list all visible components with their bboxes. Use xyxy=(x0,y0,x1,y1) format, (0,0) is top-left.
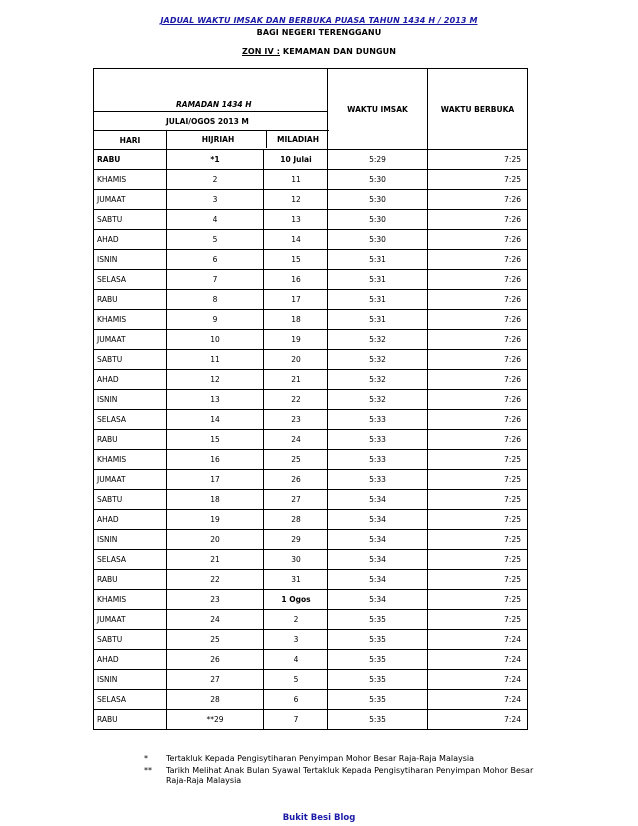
cell-miladiah: 17 xyxy=(291,294,301,304)
cell-imsak: 5:32 xyxy=(328,330,428,350)
cell-hijriah: 27 xyxy=(210,674,220,684)
cell-hijriah-miladiah xyxy=(167,690,328,710)
cell-imsak: 5:30 xyxy=(328,170,428,190)
cell-imsak: 5:35 xyxy=(328,630,428,650)
cell-hijriah: 6 xyxy=(212,254,218,264)
cell-miladiah: 15 xyxy=(291,254,301,264)
cell-miladiah: 11 xyxy=(291,174,301,184)
cell-imsak: 5:31 xyxy=(328,290,428,310)
cell-berbuka: 7:26 xyxy=(428,310,528,330)
cell-hijriah: 20 xyxy=(210,534,220,544)
cell-hijriah: 8 xyxy=(212,294,218,304)
cell-berbuka: 7:26 xyxy=(428,230,528,250)
cell-berbuka: 7:26 xyxy=(428,330,528,350)
table-row xyxy=(94,650,528,670)
cell-hari: KHAMIS xyxy=(94,450,167,470)
cell-hijriah: 16 xyxy=(210,454,220,464)
cell-hijriah-miladiah xyxy=(167,150,328,170)
table-row xyxy=(94,470,528,490)
table-row xyxy=(94,550,528,570)
cell-hijriah: 4 xyxy=(212,214,218,224)
cell-hari: ISNIN xyxy=(94,530,167,550)
cell-berbuka: 7:25 xyxy=(428,570,528,590)
cell-imsak: 5:34 xyxy=(328,530,428,550)
cell-hari: KHAMIS xyxy=(94,310,167,330)
cell-hijriah: 25 xyxy=(210,634,220,644)
cell-hari: ISNIN xyxy=(94,670,167,690)
cell-hijriah: 19 xyxy=(210,514,220,524)
table-row xyxy=(94,710,528,730)
cell-hijriah: **29 xyxy=(206,714,224,724)
cell-hari: SELASA xyxy=(94,270,167,290)
cell-berbuka: 7:25 xyxy=(428,530,528,550)
cell-hari: JUMAAT xyxy=(94,470,167,490)
cell-hari: JUMAAT xyxy=(94,610,167,630)
cell-miladiah: 5 xyxy=(293,674,299,684)
table-row xyxy=(94,590,528,610)
cell-imsak: 5:33 xyxy=(328,410,428,430)
footnote-text: Tarikh Melihat Anak Bulan Syawal Tertakluk Kepada Pengisytiharan Penyimpan Mohor Besar xyxy=(166,766,534,775)
table-row xyxy=(94,150,528,170)
cell-hari: SELASA xyxy=(94,690,167,710)
cell-berbuka: 7:25 xyxy=(428,510,528,530)
cell-miladiah: 24 xyxy=(291,434,301,444)
cell-miladiah: 7 xyxy=(293,714,299,724)
cell-imsak: 5:34 xyxy=(328,550,428,570)
cell-hijriah: 7 xyxy=(212,274,218,284)
cell-hari: AHAD xyxy=(94,650,167,670)
cell-hijriah-miladiah xyxy=(167,350,328,370)
cell-hijriah-miladiah xyxy=(167,330,328,350)
cell-imsak: 5:31 xyxy=(328,250,428,270)
cell-miladiah: 1 Ogos xyxy=(281,594,311,604)
cell-hijriah: 14 xyxy=(210,414,220,424)
cell-imsak: 5:35 xyxy=(328,650,428,670)
table-row xyxy=(94,690,528,710)
cell-hijriah-miladiah xyxy=(167,710,328,730)
cell-miladiah: 28 xyxy=(291,514,301,524)
cell-hijriah-miladiah xyxy=(167,430,328,450)
cell-miladiah: 3 xyxy=(293,634,299,644)
document-title: JADUAL WAKTU IMSAK DAN BERBUKA PUASA TAHUN 1434 H / 2013 M xyxy=(160,16,478,25)
table-row xyxy=(94,290,528,310)
table-row xyxy=(94,390,528,410)
cell-imsak: 5:33 xyxy=(328,450,428,470)
table-row xyxy=(94,430,528,450)
cell-berbuka: 7:26 xyxy=(428,210,528,230)
cell-miladiah: 6 xyxy=(293,694,299,704)
cell-hijriah: 23 xyxy=(210,594,220,604)
cell-imsak: 5:35 xyxy=(328,670,428,690)
cell-hijriah-miladiah xyxy=(167,270,328,290)
cell-hari: SELASA xyxy=(94,550,167,570)
table-row xyxy=(94,370,528,390)
cell-hijriah-miladiah xyxy=(167,570,328,590)
cell-miladiah: 22 xyxy=(291,394,301,404)
cell-imsak: 5:29 xyxy=(328,150,428,170)
header-miladiah: MILADIAH xyxy=(277,135,319,144)
cell-miladiah: 16 xyxy=(291,274,301,284)
table-row xyxy=(94,210,528,230)
footnote-text: Raja-Raja Malaysia xyxy=(166,776,242,785)
cell-berbuka: 7:25 xyxy=(428,170,528,190)
header-hijriah: HIJRIAH xyxy=(201,135,235,144)
cell-miladiah: 26 xyxy=(291,474,301,484)
cell-hijriah-miladiah xyxy=(167,610,328,630)
cell-hijriah: 11 xyxy=(210,354,220,364)
header-hijriah-miladiah xyxy=(167,131,328,150)
cell-hari: AHAD xyxy=(94,230,167,250)
cell-berbuka: 7:25 xyxy=(428,610,528,630)
blog-credit: Bukit Besi Blog xyxy=(282,813,356,823)
zone-label: ZON IV : xyxy=(241,47,280,56)
document-subtitle: BAGI NEGERI TERENGGANU xyxy=(256,28,382,37)
header-month-range: JULAI/OGOS 2013 M xyxy=(94,112,328,131)
cell-hari: ISNIN xyxy=(94,390,167,410)
cell-hijriah: 5 xyxy=(212,234,218,244)
cell-berbuka: 7:26 xyxy=(428,250,528,270)
cell-berbuka: 7:26 xyxy=(428,350,528,370)
cell-berbuka: 7:24 xyxy=(428,690,528,710)
table-row xyxy=(94,270,528,290)
cell-imsak: 5:31 xyxy=(328,270,428,290)
cell-miladiah: 4 xyxy=(293,654,299,664)
cell-miladiah: 18 xyxy=(291,314,301,324)
cell-imsak: 5:30 xyxy=(328,230,428,250)
cell-hari: AHAD xyxy=(94,370,167,390)
zone-name: KEMAMAN DAN DUNGUN xyxy=(282,47,397,56)
cell-berbuka: 7:24 xyxy=(428,650,528,670)
cell-hari: JUMAAT xyxy=(94,330,167,350)
cell-hijriah-miladiah xyxy=(167,170,328,190)
cell-imsak: 5:33 xyxy=(328,430,428,450)
cell-berbuka: 7:25 xyxy=(428,490,528,510)
table-row xyxy=(94,310,528,330)
cell-hijriah-miladiah xyxy=(167,590,328,610)
cell-miladiah: 20 xyxy=(291,354,301,364)
cell-berbuka: 7:25 xyxy=(428,450,528,470)
cell-imsak: 5:34 xyxy=(328,590,428,610)
cell-hijriah-miladiah xyxy=(167,390,328,410)
cell-hijriah: 2 xyxy=(212,174,218,184)
cell-miladiah: 10 Julai xyxy=(280,154,312,164)
cell-berbuka: 7:25 xyxy=(428,150,528,170)
cell-imsak: 5:31 xyxy=(328,310,428,330)
cell-berbuka: 7:24 xyxy=(428,670,528,690)
cell-hijriah-miladiah xyxy=(167,410,328,430)
cell-imsak: 5:34 xyxy=(328,570,428,590)
cell-hari: SABTU xyxy=(94,630,167,650)
cell-hijriah: 17 xyxy=(210,474,220,484)
cell-imsak: 5:30 xyxy=(328,190,428,210)
cell-miladiah: 30 xyxy=(291,554,301,564)
blank-header-cell xyxy=(94,69,328,98)
zone-heading xyxy=(0,47,638,56)
cell-hijriah-miladiah xyxy=(167,650,328,670)
cell-miladiah: 23 xyxy=(291,414,301,424)
cell-hari: SABTU xyxy=(94,210,167,230)
timetable-body xyxy=(94,150,528,730)
footnote-text: Tertakluk Kepada Pengisytiharan Penyimpan Mohor Besar Raja-Raja Malaysia xyxy=(166,754,475,763)
cell-hijriah-miladiah xyxy=(167,670,328,690)
cell-berbuka: 7:24 xyxy=(428,710,528,730)
cell-hijriah-miladiah xyxy=(167,510,328,530)
header-ramadan: RAMADAN 1434 H xyxy=(94,97,328,112)
cell-hari: KHAMIS xyxy=(94,590,167,610)
header-hari: HARI xyxy=(94,131,167,150)
cell-imsak: 5:35 xyxy=(328,710,428,730)
cell-hari: RABU xyxy=(94,430,167,450)
cell-imsak: 5:30 xyxy=(328,210,428,230)
cell-hari: RABU xyxy=(94,710,167,730)
cell-berbuka: 7:26 xyxy=(428,430,528,450)
cell-berbuka: 7:26 xyxy=(428,290,528,310)
cell-hari: AHAD xyxy=(94,510,167,530)
timetable xyxy=(93,68,528,730)
table-row xyxy=(94,170,528,190)
table-row xyxy=(94,570,528,590)
cell-imsak: 5:34 xyxy=(328,510,428,530)
cell-hijriah: 22 xyxy=(210,574,220,584)
header-waktu-berbuka: WAKTU BERBUKA xyxy=(428,69,528,150)
cell-hijriah-miladiah xyxy=(167,310,328,330)
cell-berbuka: 7:26 xyxy=(428,270,528,290)
cell-berbuka: 7:24 xyxy=(428,630,528,650)
cell-hijriah: 26 xyxy=(210,654,220,664)
cell-hijriah-miladiah xyxy=(167,550,328,570)
cell-miladiah: 19 xyxy=(291,334,301,344)
cell-berbuka: 7:25 xyxy=(428,550,528,570)
cell-hijriah: 12 xyxy=(210,374,220,384)
cell-miladiah: 21 xyxy=(291,374,301,384)
table-row xyxy=(94,350,528,370)
cell-berbuka: 7:26 xyxy=(428,390,528,410)
cell-hari: SELASA xyxy=(94,410,167,430)
cell-berbuka: 7:26 xyxy=(428,410,528,430)
cell-miladiah: 14 xyxy=(291,234,301,244)
table-row xyxy=(94,190,528,210)
cell-hijriah-miladiah xyxy=(167,490,328,510)
table-row xyxy=(94,510,528,530)
cell-hijriah: *1 xyxy=(210,154,220,164)
table-row xyxy=(94,410,528,430)
cell-imsak: 5:34 xyxy=(328,490,428,510)
header-waktu-imsak: WAKTU IMSAK xyxy=(328,69,428,150)
footnote-mark: * xyxy=(144,754,148,763)
cell-hijriah: 21 xyxy=(210,554,220,564)
cell-miladiah: 27 xyxy=(291,494,301,504)
cell-berbuka: 7:25 xyxy=(428,470,528,490)
table-row xyxy=(94,530,528,550)
cell-imsak: 5:32 xyxy=(328,370,428,390)
cell-miladiah: 29 xyxy=(291,534,301,544)
cell-hari: JUMAAT xyxy=(94,190,167,210)
cell-hijriah: 13 xyxy=(210,394,220,404)
cell-hijriah: 15 xyxy=(210,434,220,444)
cell-hijriah: 28 xyxy=(210,694,220,704)
table-row xyxy=(94,490,528,510)
table-row xyxy=(94,630,528,650)
cell-hijriah: 10 xyxy=(210,334,220,344)
cell-hijriah: 18 xyxy=(210,494,220,504)
table-row xyxy=(94,330,528,350)
cell-imsak: 5:35 xyxy=(328,690,428,710)
cell-imsak: 5:33 xyxy=(328,470,428,490)
table-row xyxy=(94,670,528,690)
cell-hijriah: 3 xyxy=(212,194,218,204)
cell-imsak: 5:35 xyxy=(328,610,428,630)
cell-hijriah-miladiah xyxy=(167,530,328,550)
table-row xyxy=(94,450,528,470)
cell-hijriah-miladiah xyxy=(167,470,328,490)
cell-miladiah: 2 xyxy=(293,614,299,624)
cell-miladiah: 13 xyxy=(291,214,301,224)
footnote-mark: ** xyxy=(144,766,152,775)
cell-hijriah-miladiah xyxy=(167,290,328,310)
cell-imsak: 5:32 xyxy=(328,390,428,410)
cell-hari: SABTU xyxy=(94,490,167,510)
cell-hari: SABTU xyxy=(94,350,167,370)
cell-hijriah: 24 xyxy=(210,614,220,624)
cell-hijriah-miladiah xyxy=(167,250,328,270)
cell-hijriah: 9 xyxy=(212,314,218,324)
table-row xyxy=(94,610,528,630)
cell-miladiah: 25 xyxy=(291,454,301,464)
cell-hari: KHAMIS xyxy=(94,170,167,190)
cell-berbuka: 7:26 xyxy=(428,370,528,390)
cell-miladiah: 12 xyxy=(291,194,301,204)
cell-hijriah-miladiah xyxy=(167,370,328,390)
cell-hijriah-miladiah xyxy=(167,450,328,470)
table-row xyxy=(94,250,528,270)
cell-hijriah-miladiah xyxy=(167,230,328,250)
table-row xyxy=(94,230,528,250)
cell-hari: RABU xyxy=(94,150,167,170)
cell-imsak: 5:32 xyxy=(328,350,428,370)
cell-berbuka: 7:25 xyxy=(428,590,528,610)
cell-hijriah-miladiah xyxy=(167,210,328,230)
cell-hari: RABU xyxy=(94,290,167,310)
cell-hijriah-miladiah xyxy=(167,630,328,650)
cell-hijriah-miladiah xyxy=(167,190,328,210)
cell-hari: ISNIN xyxy=(94,250,167,270)
cell-hari: RABU xyxy=(94,570,167,590)
cell-berbuka: 7:26 xyxy=(428,190,528,210)
cell-miladiah: 31 xyxy=(291,574,301,584)
